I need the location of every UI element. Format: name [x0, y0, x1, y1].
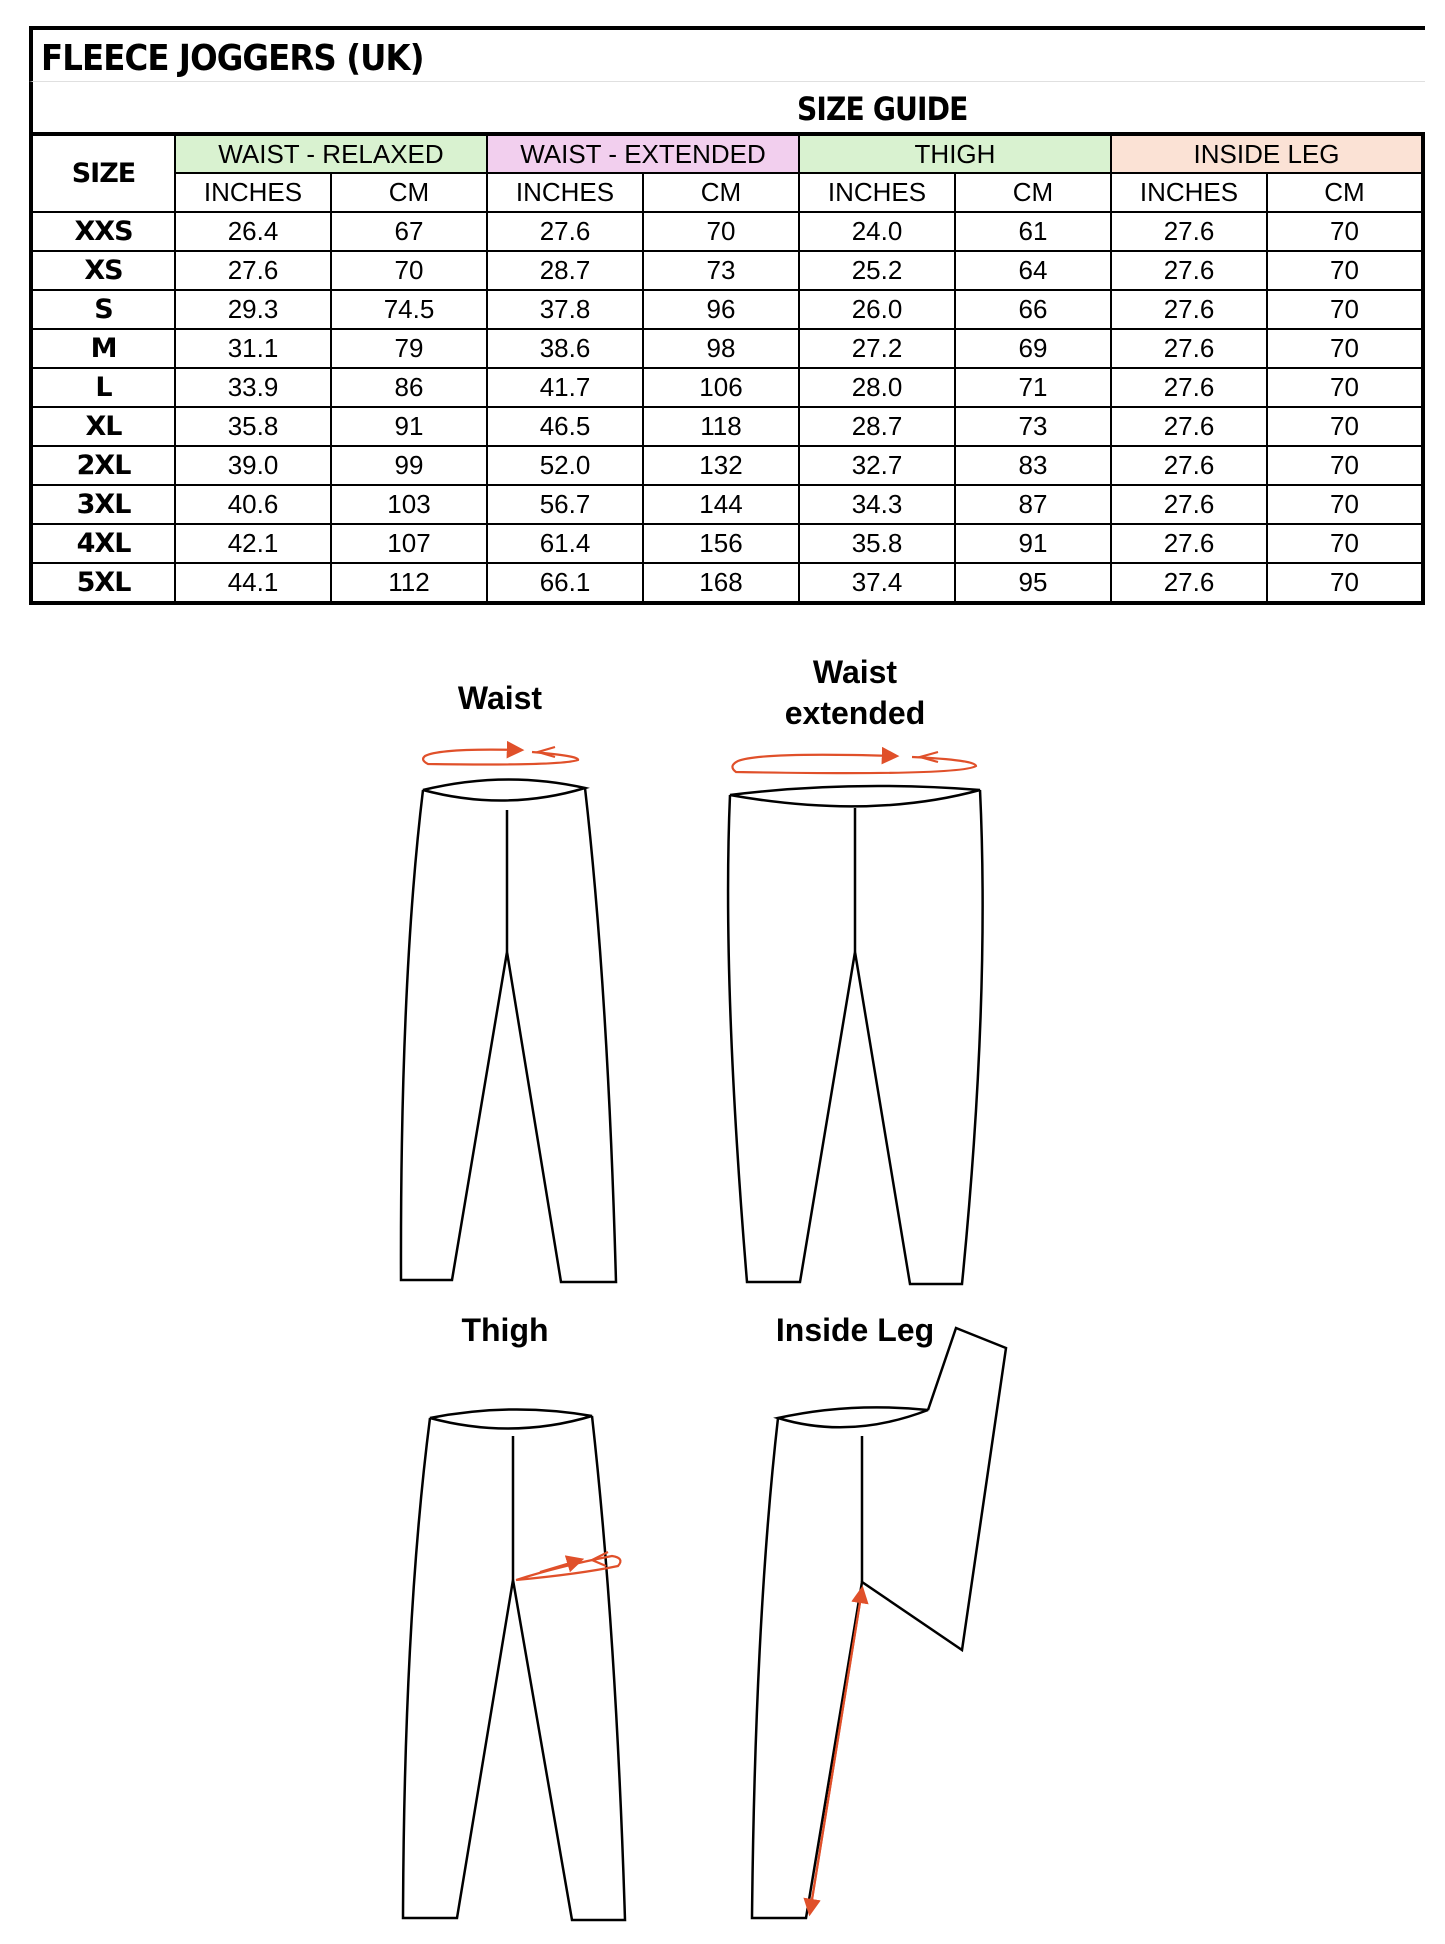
waist-extended-label-line1: Waist	[812, 654, 898, 690]
measurement-cell: 79	[331, 329, 487, 368]
measurement-cell: 132	[643, 446, 799, 485]
measurement-cell: 40.6	[175, 485, 331, 524]
measurement-cell: 28.0	[799, 368, 955, 407]
measurement-cell: 70	[1267, 563, 1423, 603]
measurement-cell: 73	[643, 251, 799, 290]
measurement-cell: 37.4	[799, 563, 955, 603]
measurement-cell: 112	[331, 563, 487, 603]
measurement-cell: 87	[955, 485, 1111, 524]
measurement-cell: 70	[1267, 329, 1423, 368]
waistband	[730, 786, 980, 806]
size-cell: XL	[31, 407, 175, 446]
group-header-inside-leg: INSIDE LEG	[1111, 134, 1423, 173]
unit-header: INCHES	[487, 173, 643, 212]
measurement-cell: 26.4	[175, 212, 331, 251]
measurement-cell: 70	[1267, 212, 1423, 251]
waist-extended-arrow	[732, 752, 976, 773]
measurement-cell: 34.3	[799, 485, 955, 524]
measurement-cell: 70	[1267, 446, 1423, 485]
size-cell: XS	[31, 251, 175, 290]
waist-arrow	[423, 747, 578, 765]
measurement-cell: 61	[955, 212, 1111, 251]
waistband	[778, 1407, 928, 1427]
measurement-cell: 66	[955, 290, 1111, 329]
measurement-cell: 83	[955, 446, 1111, 485]
size-cell: 2XL	[31, 446, 175, 485]
measurement-cell: 91	[331, 407, 487, 446]
size-cell: 5XL	[31, 563, 175, 603]
size-cell: L	[31, 368, 175, 407]
waistband	[423, 779, 585, 800]
measurement-cell: 107	[331, 524, 487, 563]
measurement-cell: 67	[331, 212, 487, 251]
measurement-cell: 52.0	[487, 446, 643, 485]
measurement-cell: 29.3	[175, 290, 331, 329]
measurement-cell: 27.6	[1111, 485, 1267, 524]
measurement-cell: 56.7	[487, 485, 643, 524]
measurement-cell: 39.0	[175, 446, 331, 485]
measurement-cell: 26.0	[799, 290, 955, 329]
measurement-cell: 95	[955, 563, 1111, 603]
measurement-cell: 70	[643, 212, 799, 251]
measurement-cell: 27.6	[1111, 290, 1267, 329]
measurement-cell: 103	[331, 485, 487, 524]
measurement-cell: 37.8	[487, 290, 643, 329]
measurement-cell: 27.6	[1111, 368, 1267, 407]
jogger-outline	[401, 788, 616, 1282]
inside-leg-label: Inside Leg	[775, 1312, 935, 1348]
measurement-cell: 70	[1267, 368, 1423, 407]
measurement-cell: 70	[331, 251, 487, 290]
measurement-cell: 46.5	[487, 407, 643, 446]
measurement-cell: 25.2	[799, 251, 955, 290]
measurement-cell: 156	[643, 524, 799, 563]
measurement-cell: 28.7	[487, 251, 643, 290]
measurement-cell: 27.6	[1111, 407, 1267, 446]
size-column-header: SIZE	[31, 134, 175, 212]
measurement-cell: 73	[955, 407, 1111, 446]
measurement-cell: 70	[1267, 290, 1423, 329]
measurement-cell: 168	[643, 563, 799, 603]
measurement-cell: 64	[955, 251, 1111, 290]
measurement-cell: 71	[955, 368, 1111, 407]
measurement-cell: 86	[331, 368, 487, 407]
measurement-cell: 33.9	[175, 368, 331, 407]
measurement-cell: 27.6	[175, 251, 331, 290]
measurement-cell: 91	[955, 524, 1111, 563]
unit-header: INCHES	[1111, 173, 1267, 212]
waist-extended-joggers-illustration	[728, 786, 983, 1284]
size-cell: M	[31, 329, 175, 368]
measurement-cell: 118	[643, 407, 799, 446]
measurement-cell: 70	[1267, 251, 1423, 290]
measurement-cell: 38.6	[487, 329, 643, 368]
unit-header: CM	[955, 173, 1111, 212]
measurement-cell: 35.8	[799, 524, 955, 563]
waist-label: Waist	[457, 680, 543, 716]
thigh-label: Thigh	[461, 1312, 549, 1348]
measurement-cell: 27.6	[1111, 563, 1267, 603]
size-cell: 4XL	[31, 524, 175, 563]
measurement-cell: 70	[1267, 407, 1423, 446]
measurement-cell: 28.7	[799, 407, 955, 446]
size-cell: XXS	[31, 212, 175, 251]
measurement-cell: 41.7	[487, 368, 643, 407]
measurement-cell: 144	[643, 485, 799, 524]
measurement-cell: 24.0	[799, 212, 955, 251]
unit-header: CM	[331, 173, 487, 212]
measurement-cell: 42.1	[175, 524, 331, 563]
size-guide-heading: SIZE GUIDE	[797, 90, 968, 128]
measurement-cell: 27.6	[1111, 212, 1267, 251]
group-header-waist-extended: WAIST - EXTENDED	[487, 134, 799, 173]
measurement-cell: 27.6	[1111, 446, 1267, 485]
inside-leg-joggers-illustration	[752, 1328, 1006, 1918]
unit-header: INCHES	[799, 173, 955, 212]
waist-extended-label-line2: extended	[784, 695, 926, 731]
measurement-cell: 70	[1267, 524, 1423, 563]
measurement-cell: 61.4	[487, 524, 643, 563]
group-header-thigh: THIGH	[799, 134, 1111, 173]
measurement-cell: 44.1	[175, 563, 331, 603]
thigh-joggers-illustration	[403, 1409, 625, 1920]
measurement-cell: 66.1	[487, 563, 643, 603]
unit-header: CM	[1267, 173, 1423, 212]
measurement-cell: 32.7	[799, 446, 955, 485]
measurement-cell: 31.1	[175, 329, 331, 368]
measurement-cell: 27.2	[799, 329, 955, 368]
measurement-cell: 35.8	[175, 407, 331, 446]
waist-joggers-illustration	[401, 779, 616, 1282]
measurement-cell: 98	[643, 329, 799, 368]
measurement-cell: 27.6	[1111, 329, 1267, 368]
waistband	[430, 1409, 592, 1428]
measurement-cell: 27.6	[487, 212, 643, 251]
measurement-cell: 27.6	[1111, 251, 1267, 290]
measurement-cell: 27.6	[1111, 524, 1267, 563]
measurement-cell: 106	[643, 368, 799, 407]
inside-leg-arrow	[810, 1590, 862, 1912]
size-cell: 3XL	[31, 485, 175, 524]
unit-header: INCHES	[175, 173, 331, 212]
group-header-waist-relaxed: WAIST - RELAXED	[175, 134, 487, 173]
measurement-cell: 99	[331, 446, 487, 485]
unit-header: CM	[643, 173, 799, 212]
measurement-cell: 70	[1267, 485, 1423, 524]
size-cell: S	[31, 290, 175, 329]
measurement-cell: 96	[643, 290, 799, 329]
page-title: FLEECE JOGGERS (UK)	[41, 38, 424, 79]
measurement-cell: 69	[955, 329, 1111, 368]
measurement-cell: 74.5	[331, 290, 487, 329]
